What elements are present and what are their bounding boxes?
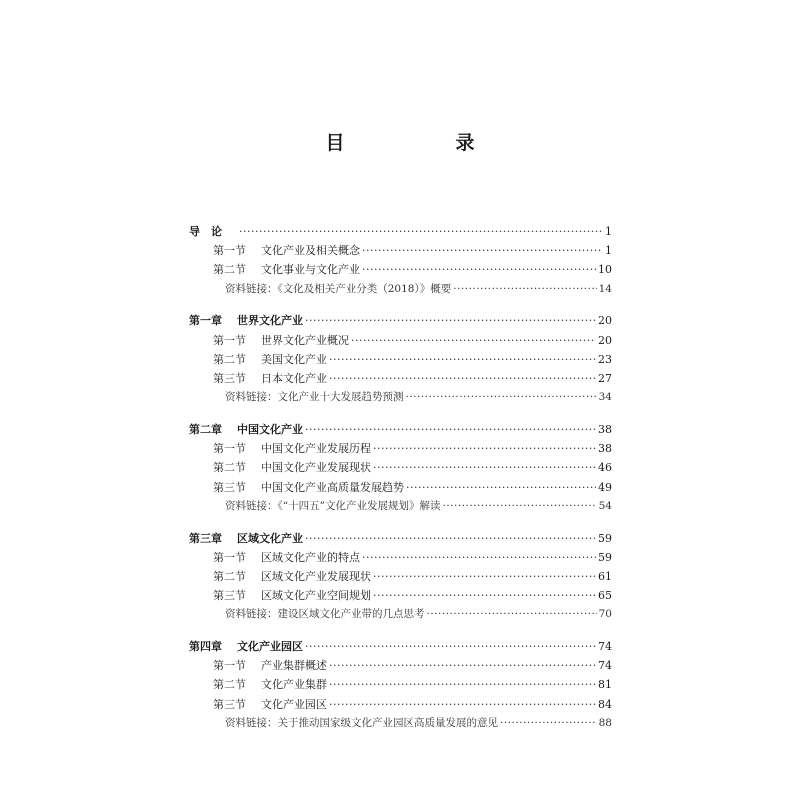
dot-leader bbox=[329, 369, 596, 388]
dot-leader bbox=[453, 280, 596, 299]
chapter-entry[interactable] bbox=[189, 311, 612, 330]
section-number: 第二节 bbox=[213, 461, 246, 475]
chapter-gap bbox=[189, 407, 612, 420]
chapter-entry[interactable] bbox=[189, 222, 612, 241]
resource-link-label bbox=[225, 388, 404, 407]
section-title: 文化事业与文化产业 bbox=[261, 263, 360, 277]
section-number: 第一节 bbox=[213, 659, 246, 673]
table-of-contents bbox=[189, 222, 612, 733]
section-number: 第三节 bbox=[213, 480, 246, 494]
dot-leader bbox=[443, 497, 597, 516]
resource-link-title: 资料链接：文化产业十大发展趋势预测 bbox=[225, 391, 404, 404]
section-label bbox=[213, 586, 371, 605]
section-entry[interactable] bbox=[189, 567, 612, 586]
chapter-page-number: 20 bbox=[598, 314, 612, 328]
section-page-number: 20 bbox=[598, 333, 612, 347]
section-entry[interactable] bbox=[189, 458, 612, 477]
dot-leader bbox=[305, 529, 596, 548]
section-page-number: 65 bbox=[598, 589, 612, 603]
section-title: 中国文化产业发展现状 bbox=[261, 461, 371, 475]
section-entry[interactable] bbox=[189, 350, 612, 369]
chapter-entry[interactable] bbox=[189, 637, 612, 656]
section-entry[interactable] bbox=[189, 548, 612, 567]
section-title: 区域文化产业的特点 bbox=[261, 550, 360, 564]
section-entry[interactable] bbox=[189, 695, 612, 714]
chapter-number: 第二章 bbox=[189, 422, 222, 436]
section-label bbox=[213, 675, 327, 694]
section-entry[interactable] bbox=[189, 586, 612, 605]
section-title: 世界文化产业概况 bbox=[261, 333, 349, 347]
chapter-title: 世界文化产业 bbox=[237, 314, 303, 328]
resource-link-entry[interactable] bbox=[189, 497, 612, 516]
resource-link-title: 资料链接：建设区域文化产业带的几点思考 bbox=[225, 608, 425, 621]
resource-link-entry[interactable] bbox=[189, 605, 612, 624]
dot-leader bbox=[305, 420, 596, 439]
chapter-label bbox=[189, 420, 303, 439]
resource-link-entry[interactable] bbox=[189, 714, 612, 733]
section-entry[interactable] bbox=[189, 331, 612, 350]
dot-leader bbox=[406, 388, 597, 407]
chapter-page-number: 74 bbox=[598, 640, 612, 654]
dot-leader bbox=[373, 567, 596, 586]
section-page-number: 49 bbox=[598, 480, 612, 494]
dot-leader bbox=[329, 350, 596, 369]
chapter-entry[interactable] bbox=[189, 528, 612, 547]
section-page-number: 84 bbox=[598, 697, 612, 711]
section-label bbox=[213, 656, 327, 675]
chapter-number: 第三章 bbox=[189, 531, 222, 545]
resource-link-label bbox=[225, 605, 425, 624]
resource-link-title: 资料链接：《文化及相关产业分类（2018）》概要 bbox=[225, 282, 452, 295]
dot-leader bbox=[362, 548, 596, 567]
section-page-number: 61 bbox=[598, 569, 612, 583]
dot-leader bbox=[329, 656, 596, 675]
section-number: 第一节 bbox=[213, 244, 246, 258]
dot-leader bbox=[373, 439, 596, 458]
resource-link-page-number: 88 bbox=[598, 716, 612, 729]
section-title: 文化产业集群 bbox=[261, 678, 327, 692]
chapter-page-number: 38 bbox=[598, 422, 612, 436]
chapter-title: 中国文化产业 bbox=[237, 422, 303, 436]
chapter-label bbox=[189, 222, 237, 241]
section-number: 第二节 bbox=[213, 569, 246, 583]
chapter-number: 第四章 bbox=[189, 640, 222, 654]
dot-leader bbox=[406, 478, 596, 497]
chapter-number: 导 论 bbox=[189, 225, 222, 239]
dot-leader bbox=[351, 331, 596, 350]
section-label bbox=[213, 439, 371, 458]
section-label bbox=[213, 567, 371, 586]
section-title: 区域文化产业空间规划 bbox=[261, 589, 371, 603]
dot-leader bbox=[373, 458, 596, 477]
section-label bbox=[213, 260, 360, 279]
section-label bbox=[213, 241, 360, 260]
section-label bbox=[213, 458, 371, 477]
section-page-number: 10 bbox=[598, 263, 612, 277]
chapter-gap bbox=[189, 624, 612, 637]
dot-leader bbox=[373, 586, 596, 605]
section-page-number: 81 bbox=[598, 678, 612, 692]
chapter-entry[interactable] bbox=[189, 420, 612, 439]
section-title: 文化产业园区 bbox=[261, 697, 327, 711]
section-title: 日本文化产业 bbox=[261, 372, 327, 385]
chapter-title: 区域文化产业 bbox=[237, 531, 303, 545]
page-title: 目 录 bbox=[325, 132, 521, 154]
chapter-gap bbox=[189, 516, 612, 529]
section-number: 第三节 bbox=[213, 589, 246, 603]
section-number: 第一节 bbox=[213, 442, 246, 456]
section-number: 第二节 bbox=[213, 678, 246, 692]
section-label bbox=[213, 695, 327, 714]
section-label bbox=[213, 548, 360, 567]
section-label bbox=[213, 331, 349, 350]
dot-leader bbox=[239, 222, 602, 241]
section-page-number: 38 bbox=[598, 442, 612, 456]
section-entry[interactable] bbox=[189, 369, 612, 388]
resource-link-entry[interactable] bbox=[189, 280, 612, 299]
section-page-number: 59 bbox=[598, 550, 612, 564]
section-entry[interactable] bbox=[189, 241, 612, 260]
resource-link-label bbox=[225, 497, 441, 516]
resource-link-title: 资料链接：《“十四五”文化产业发展规划》解读 bbox=[225, 499, 441, 512]
section-number: 第三节 bbox=[213, 697, 246, 711]
dot-leader bbox=[329, 675, 596, 694]
section-number: 第一节 bbox=[213, 333, 246, 347]
dot-leader bbox=[500, 714, 597, 733]
resource-link-page-number: 54 bbox=[598, 499, 612, 512]
section-label bbox=[213, 350, 327, 369]
section-page-number: 74 bbox=[598, 659, 612, 673]
section-title: 美国文化产业 bbox=[261, 352, 327, 366]
resource-link-label bbox=[225, 280, 451, 299]
section-entry[interactable] bbox=[189, 656, 612, 675]
section-title: 中国文化产业高质量发展趋势 bbox=[261, 480, 404, 494]
section-title: 产业集群概述 bbox=[261, 659, 327, 673]
chapter-title: 文化产业园区 bbox=[237, 640, 303, 654]
section-page-number: 46 bbox=[598, 461, 612, 475]
section-number: 第二节 bbox=[213, 263, 246, 277]
chapter-label bbox=[189, 529, 303, 548]
resource-link-title: 资料链接：关于推动国家级文化产业园区高质量发展的意见 bbox=[225, 716, 498, 729]
chapter-label bbox=[189, 311, 303, 330]
dot-leader bbox=[329, 695, 596, 714]
resource-link-page-number: 34 bbox=[598, 391, 612, 404]
section-entry[interactable] bbox=[189, 477, 612, 496]
section-page-number: 27 bbox=[598, 372, 612, 385]
chapter-page-number: 1 bbox=[605, 225, 612, 239]
section-title: 文化产业及相关概念 bbox=[261, 244, 360, 258]
section-page-number: 23 bbox=[598, 352, 612, 366]
section-label bbox=[213, 478, 404, 497]
section-number: 第三节 bbox=[213, 372, 246, 385]
section-title: 区域文化产业发展现状 bbox=[261, 569, 371, 583]
section-page-number: 1 bbox=[605, 244, 612, 258]
dot-leader bbox=[427, 605, 597, 624]
resource-link-page-number: 70 bbox=[598, 608, 612, 621]
resource-link-label bbox=[225, 714, 498, 733]
section-title: 中国文化产业发展历程 bbox=[261, 442, 371, 456]
chapter-gap bbox=[189, 299, 612, 312]
section-entry[interactable] bbox=[189, 439, 612, 458]
resource-link-entry[interactable] bbox=[189, 388, 612, 407]
section-number: 第一节 bbox=[213, 550, 246, 564]
chapter-label bbox=[189, 637, 303, 656]
resource-link-page-number: 14 bbox=[598, 282, 612, 295]
section-number: 第二节 bbox=[213, 352, 246, 366]
chapter-number: 第一章 bbox=[189, 314, 222, 328]
chapter-page-number: 59 bbox=[598, 531, 612, 545]
dot-leader bbox=[305, 637, 596, 656]
section-entry[interactable] bbox=[189, 675, 612, 694]
dot-leader bbox=[305, 311, 596, 330]
dot-leader bbox=[362, 260, 596, 279]
section-label bbox=[213, 369, 327, 388]
section-entry[interactable] bbox=[189, 260, 612, 279]
dot-leader bbox=[362, 241, 602, 260]
